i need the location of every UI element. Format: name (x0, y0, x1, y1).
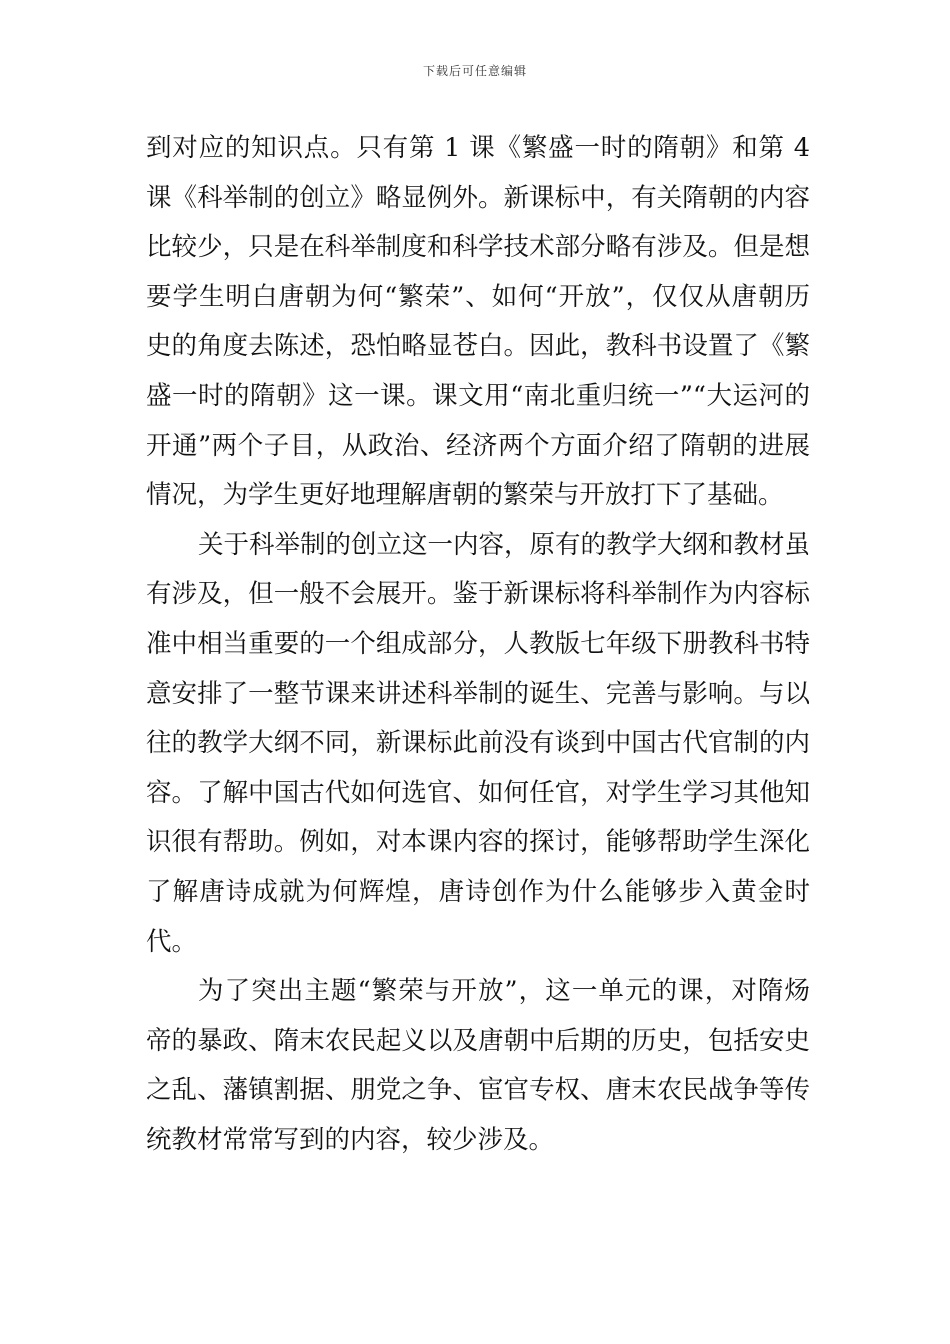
paragraph-3: 为了突出主题“繁荣与开放”，这一单元的课，对隋炀帝的暴政、隋末农民起义以及唐朝中后期的历史，包括安史之乱、藩镇割据、朋党之争、宦官专权、唐末农民战争等传统教材常常写到的内容，较少涉及。 (146, 976, 810, 1155)
paragraph-2: 关于科举制的创立这一内容，原有的教学大纲和教材虽有涉及，但一般不会展开。鉴于新课标将科举制作为内容标准中相当重要的一个组成部分，人教版七年级下册教科书特意安排了一整节课来讲述科举制的诞生、完善与影响。与以往的教学大纲不同，新课标此前没有谈到中国古代官制的内容。了解中国古代如何选官、如何任官，对学生学习其他知识很有帮助。例如，对本课内容的探讨，能够帮助学生深化了解唐诗成就为何辉煌，唐诗创作为什么能够步入黄金时代。 (146, 529, 811, 957)
page-header: 下载后可任意编辑 (422, 64, 527, 78)
paragraph-1: 到对应的知识点。只有第 1 课《繁盛一时的隋朝》和第 4 课《科举制的创立》略显例外。新课标中，有关隋朝的内容比较少，只是在科举制度和科学技术部分略有涉及。但是想要学生明白唐朝为何“繁荣”、如何“开放”，仅仅从唐朝历史的角度去陈述，恐怕略显苍白。因此，教科书设置了《繁盛一时的隋朝》这一课。课文用“南北重归统一”“大运河的开通”两个子目，从政治、经济两个方面介绍了隋朝的进展情况，为学生更好地理解唐朝的繁荣与开放打下了基础。 (146, 133, 810, 511)
document-body (146, 124, 810, 1165)
